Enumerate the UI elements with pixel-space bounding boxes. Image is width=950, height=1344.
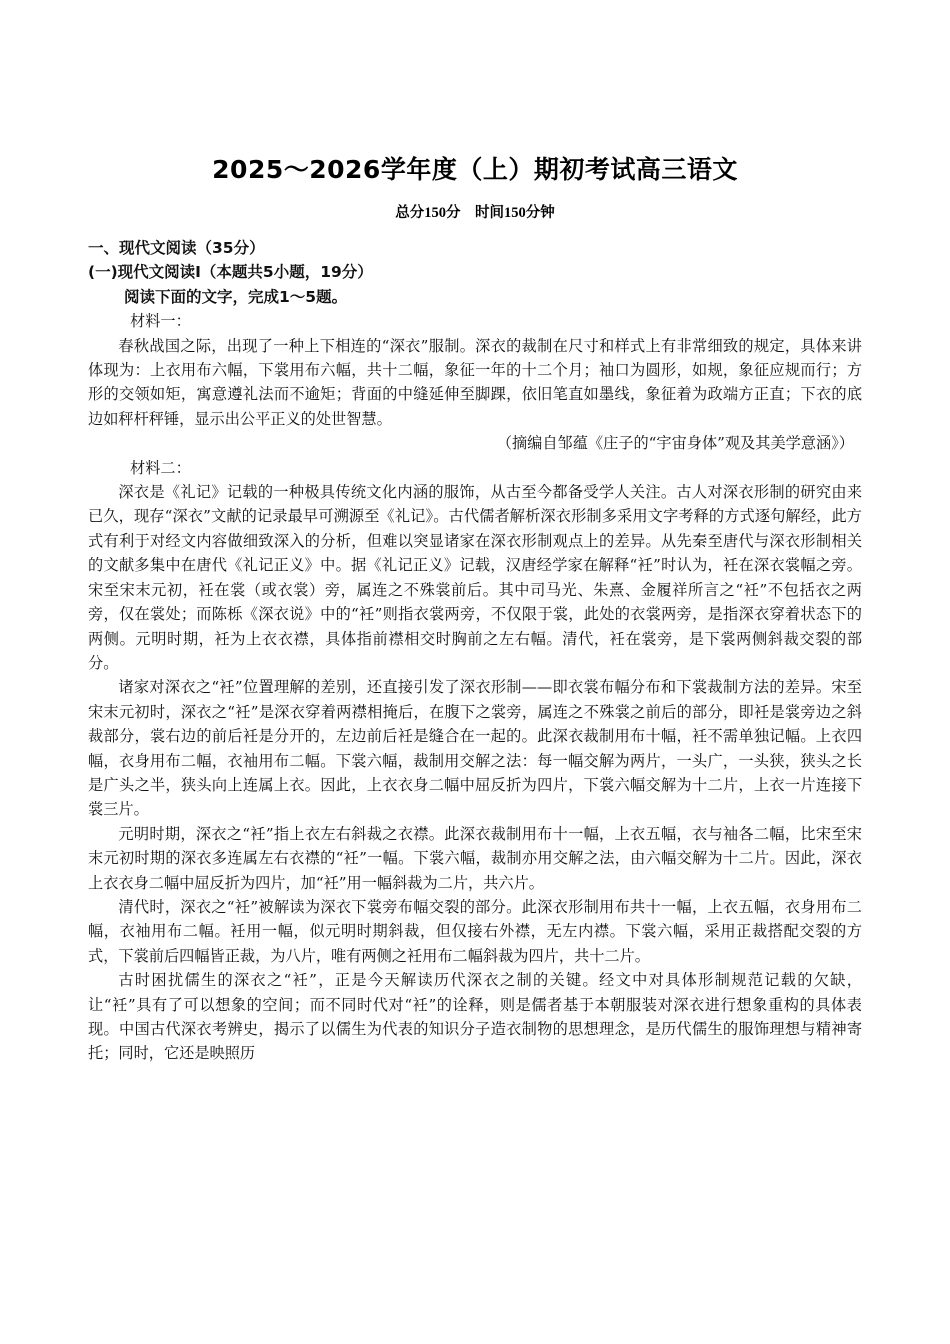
- material-1-source: （摘编自邹蕴《庄子的“宇宙身体”观及其美学意涵》）: [496, 434, 854, 453]
- material-2-paragraph: 元明时期，深衣之“衽”指上衣左右斜裁之衣襟。此深衣裁制用布十一幅，上衣五幅，衣与袖各二幅，比宋至宋末元初时期的深衣多连属左右衣襟的“衽”一幅。下裳六幅，裁制亦用交解之法，由六幅交解为十二片。因此，深衣上衣衣身二幅中屈反折为四片，加“衽”用一幅斜裁为二片，共六片。: [88, 824, 862, 892]
- exam-content: [88, 236, 862, 1066]
- material-1-paragraph: 春秋战国之际，出现了一种上下相连的“深衣”服制。深衣的裁制在尺寸和样式上有非常细致的规定，具体来讲体现为：上衣用布六幅，下裳用布六幅，共十二幅，象征一年的十二个月；袖口为圆形，如规，象征应规而行；方形的交领如矩，寓意遵礼法而不逾矩；背面的中缝延伸至脚踝，依旧笔直如墨线，象征着为政端方正直；下衣的底边如秤杆秤锤，显示出公平正义的处世智慧。: [88, 336, 862, 428]
- section-subheading: (一)现代文阅读Ⅰ（本题共5小题，19分）: [88, 263, 373, 282]
- exam-subtitle: 总分150分 时间150分钟: [395, 205, 555, 221]
- material-1-label: 材料一：: [130, 312, 191, 331]
- material-2-paragraph: 清代时，深衣之“衽”被解读为深衣下裳旁布幅交裂的部分。此深衣形制用布共十一幅，上衣五幅，衣身用布二幅，衣袖用布二幅。衽用一幅，似元明时期斜裁，但仅接右外襟，无左内襟。下裳六幅，采用正裁搭配交裂的方式，下裳前后四幅皆正裁，为八片，唯有两侧之衽用布二幅斜裁为四片，共十二片。: [88, 897, 862, 965]
- section-heading: 一、现代文阅读（35分）: [88, 239, 265, 257]
- material-2-label: 材料二：: [130, 458, 191, 477]
- material-2-paragraph: 诸家对深衣之“衽”位置理解的差别，还直接引发了深衣形制——即衣裳布幅分布和下裳裁制方法的差异。宋至宋末元初时，深衣之“衽”是深衣穿着两襟相掩后，在腹下之裳旁，属连之不殊裳之前后的部分，即衽是裳旁边之斜裁部分，裳右边的前后衽是分开的，左边前后衽是缝合在一起的。此深衣裁制用布十幅，衽不需单独记幅。上衣四幅，衣身用布二幅，衣袖用布二幅。下裳六幅，裁制用交解之法：每一幅交解为两片，一头广，一头狭，狭头之长是广头之半，狭头向上连属上衣。因此，上衣衣身二幅中屈反折为四片，下裳六幅交解为十二片，上衣一片连接下裳三片。: [88, 678, 862, 819]
- material-2-paragraph: 古时困扰儒生的深衣之“衽”，正是今天解读历代深衣之制的关键。经文中对具体形制规范记载的欠缺，让“衽”具有了可以想象的空间；而不同时代对“衽”的诠释，则是儒者基于本朝服装对深衣进行想象重构的具体表现。中国古代深衣考辨史，揭示了以儒生为代表的知识分子造衣制物的思想理念，是历代儒生的服饰理想与精神寄托；同时，它还是映照历: [88, 971, 862, 1063]
- material-2-paragraph: 深衣是《礼记》记载的一种极具传统文化内涵的服饰，从古至今都备受学人关注。古人对深衣形制的研究由来已久，现存“深衣”文献的记录最早可溯源至《礼记》。古代儒者解析深衣形制多采用文字考释的方式逐句解经，此方式有利于对经文内容做细致深入的分析，但难以突显诸家在深衣形制观点上的差异。从先秦至唐代与深衣形制相关的文献多集中在唐代《礼记正义》中。据《礼记正义》记载，汉唐经学家在解释“衽”时认为，衽在深衣裳幅之旁。宋至宋末元初，衽在裳（或衣裳）旁，属连之不殊裳前后。其中司马光、朱熹、金履祥所言之“衽”不包括衣之两旁，仅在裳处；而陈栎《深衣说》中的“衽”则指衣裳两旁，不仅限于裳，此处的衣裳两旁，是指深衣穿着状态下的两侧。元明时期，衽为上衣衣襟，具体指前襟相交时胸前之左右幅。清代，衽在裳旁，是下裳两侧斜裁交裂的部分。: [88, 483, 862, 672]
- reading-instruction: 阅读下面的文字，完成1～5题。: [124, 287, 348, 306]
- exam-title: 2025～2026学年度（上）期初考试高三语文: [212, 155, 738, 184]
